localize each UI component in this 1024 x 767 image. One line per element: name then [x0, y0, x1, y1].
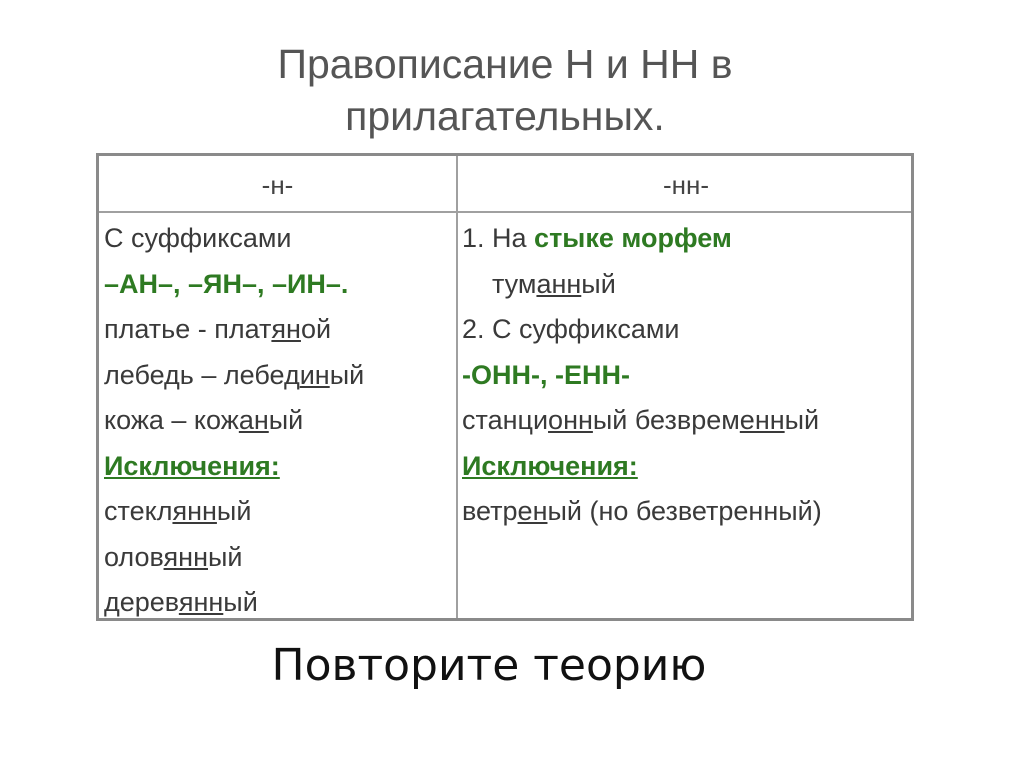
example-suffix: ан — [238, 405, 269, 435]
exception-row — [104, 489, 449, 535]
example-suffix: анн — [536, 268, 582, 299]
slide-title — [0, 38, 1010, 142]
exception-text: дерев — [104, 587, 179, 617]
exception-ending: ый — [208, 541, 243, 572]
rule-suffixes-list: –АН–, –ЯН–, –ИН–. — [104, 268, 349, 299]
exception-text: ветр — [462, 496, 518, 526]
example-text: станци — [462, 405, 549, 435]
rule-suffixes-label: 2. С суффиксами — [462, 314, 680, 344]
exception-ending: ый — [216, 496, 252, 526]
example-suffix: енн — [739, 405, 785, 435]
exception-text: олов — [104, 541, 164, 572]
example-text: ый безврем — [592, 405, 740, 435]
example-row — [462, 398, 912, 444]
example-ending: ый — [268, 405, 304, 435]
exception-ending: ый (но безветренный) — [547, 496, 822, 526]
rule-highlight: стыке морфем — [534, 223, 732, 253]
example-ending: ый — [581, 268, 616, 299]
column-header-nn: -нн- — [662, 170, 710, 200]
column-body-n — [104, 216, 449, 626]
example-row — [104, 398, 449, 444]
exceptions-label: Исключения: — [462, 450, 638, 481]
example-row — [104, 307, 449, 353]
column-body-nn — [462, 216, 912, 535]
exception-suffix: янн — [172, 496, 217, 526]
exception-row — [104, 535, 449, 581]
exception-suffix: янн — [163, 541, 208, 572]
example-ending: ый — [329, 359, 365, 390]
slide-caption: Повторите теорию — [271, 640, 707, 691]
exception-text: стекл — [104, 496, 173, 526]
column-header-n: -н- — [261, 170, 294, 200]
exception-suffix: ен — [517, 496, 548, 526]
slide-title-line-1: Правописание Н и НН в — [277, 41, 733, 87]
rule-number-text: 1. На — [462, 223, 535, 253]
example-row — [104, 353, 449, 399]
example-suffix: ин — [299, 359, 330, 390]
example-ending: ой — [300, 314, 332, 344]
slide-title-line-2: прилагательных. — [345, 93, 665, 139]
header-divider — [99, 211, 911, 213]
rules-table — [96, 153, 914, 621]
exceptions-label: Исключения: — [104, 450, 280, 481]
exception-ending: ый — [223, 587, 258, 617]
exception-row — [462, 489, 912, 535]
example-row — [462, 262, 912, 308]
column-divider — [456, 156, 458, 618]
example-ending: ый — [784, 405, 820, 435]
example-text: лебедь – лебед — [104, 359, 300, 390]
rule-suffixes-list: -ОНН-, -ЕНН- — [462, 359, 630, 390]
rule-morpheme-junction — [462, 216, 912, 262]
exception-row — [104, 580, 449, 626]
example-text: платье - плат — [104, 314, 272, 344]
example-suffix: онн — [548, 405, 593, 435]
example-text: тум — [492, 268, 537, 299]
exception-suffix: янн — [178, 587, 224, 617]
example-text: кожа – кож — [104, 405, 239, 435]
rule-suffixes-label: С суффиксами — [104, 223, 292, 253]
example-suffix: ян — [271, 314, 301, 344]
